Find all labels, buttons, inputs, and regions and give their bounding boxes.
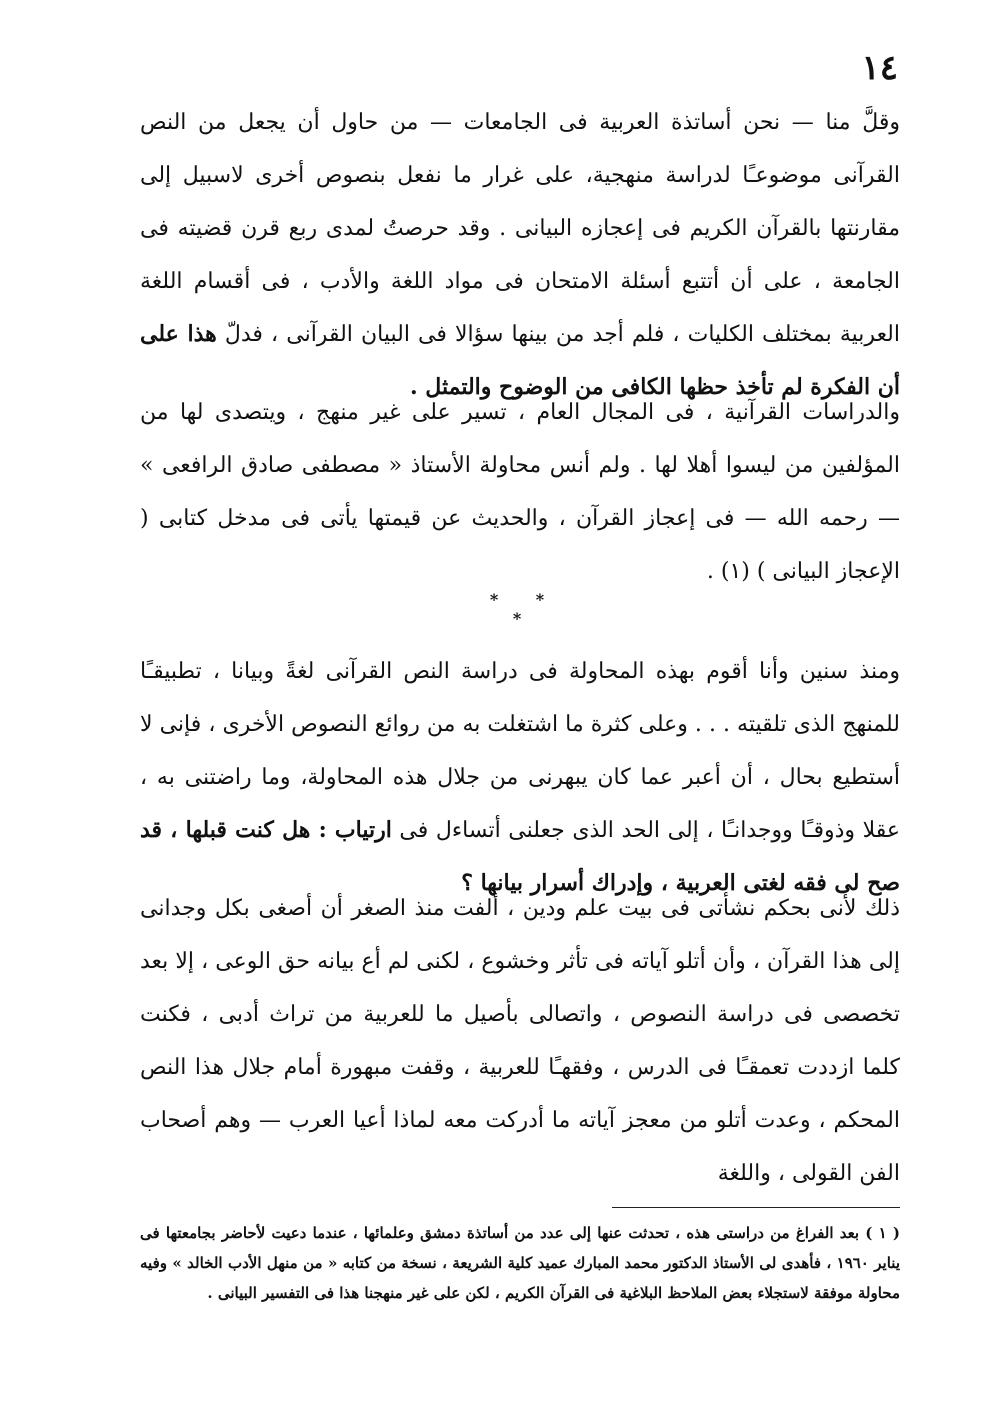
paragraph-4-text: ذلك لأنى بحكم نشأتى فى بيت علم ودين ، ألفت منذ الصغر أن أصغى بكل وجدانى إلى هذا القرآن ، وأن أتلو آياته فى تأثر وخشوع ، لكنى لم أع بيانه حق الوعى ، إلا بعد تخصصى فى دراسة النصوص ، واتصالى بأصيل ما للعربية من تراث أدبى ، فكنت كلما ازددت تعمقـًا فى الدرس ، وفقهـًا للعربية ، وقفت مبهورة أمام جلال هذا النص المحكم ، وعدت أتلو من معجز آياته ما أدركت معه لماذا أعيا العرب — وهم أصحاب الفن القولى ، واللغة: [140, 896, 900, 1186]
paragraph-3-bold-question: ارتياب : هل كنت قبلها ، قد صح لى فقه لغتى العربية ، وإدراك أسرار بيانها ؟: [140, 817, 900, 896]
paragraph-1: [140, 96, 900, 414]
paragraph-4: [140, 882, 900, 1200]
page-number: ١٤: [861, 48, 898, 88]
paragraph-1-bold-conclusion: هذا على أن الفكرة لم تأخذ حظها الكافى من الوضوح والتمثل .: [140, 321, 900, 400]
section-separator: * * *: [489, 590, 561, 628]
paragraph-1-text: وقلَّ منا — نحن أساتذة العربية فى الجامعات — من حاول أن يجعل من النص القرآنى موضوعـًا لدراسة منهجية، على غرار ما نفعل بنصوص أخرى لاسبيل إلى مقارنتها بالقرآن الكريم فى إعجازه البيانى . وقد حرصتُ لمدى ربع قرن قضيته فى الجامعة ، على أن أتتبع أسئلة الامتحان فى مواد اللغة والأدب ، فى أقسام اللغة العربية بمختلف الكليات ، فلم أجد من بينها سؤالا فى البيان القرآنى ، فدلّ: [140, 110, 900, 347]
footnote: ( ١ ) بعد الفراغ من دراستى هذه ، تحدثت عنها إلى عدد من أساتذة دمشق وعلمائها ، عندما دعيت لأحاضر بجامعتها فى يناير ١٩٦٠ ، فأهدى لى الأستاذ الدكتور محمد المبارك عميد كلية الشريعة ، نسخة من كتابه « من منهل الأدب الخالد » وفيه محاولة موفقة لاستجلاء بعض الملاحظ البلاغية فى القرآن الكريم ، لكن على غير منهجنا هذا فى التفسير البيانى .: [140, 1224, 900, 1302]
paragraph-3: [140, 645, 900, 910]
paragraph-3-text: ومنذ سنين وأنا أقوم بهذه المحاولة فى دراسة النص القرآنى لغةً وبيانا ، تطبيقـًا للمنهج الذى تلقيته . . . وعلى كثرة ما اشتغلت به من روائع النصوص الأخرى ، فإنى لا أستطيع بحال ، أن أعبر عما كان يبهرنى من جلال هذه المحاولة، وما راضتنى به ، عقلا وذوقـًا ووجدانـًا ، إلى الحد الذى جعلنى أتساءل فى: [140, 659, 900, 843]
paragraph-2: [140, 386, 900, 598]
footnote-divider: [612, 1207, 900, 1208]
paragraph-2-text: والدراسات القرآنية ، فى المجال العام ، تسير على غير منهج ، ويتصدى لها من المؤلفين من ليسوا أهلا لها . ولم أنس محاولة الأستاذ « مصطفى صادق الرافعى » — رحمه الله — فى إعجاز القرآن ، والحديث عن قيمتها يأتى فى مدخل كتابى ( الإعجاز البيانى ) (١) .: [140, 400, 900, 584]
